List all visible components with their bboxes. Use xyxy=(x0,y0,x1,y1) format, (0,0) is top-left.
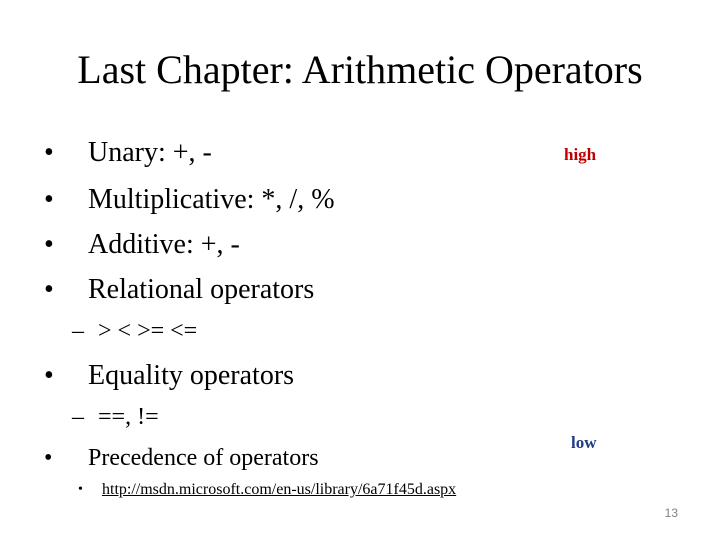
sub-text: > < >= <= xyxy=(98,318,198,344)
bullet-text: Multiplicative: *, /, % xyxy=(88,184,335,215)
bullet-text: Additive: +, - xyxy=(88,229,240,260)
bullet-text: Equality operators xyxy=(88,360,295,391)
bullet-text: Relational operators xyxy=(88,274,315,305)
bullet-dot: • xyxy=(44,360,54,391)
precedence-high-label: high xyxy=(564,145,597,164)
page-number: 13 xyxy=(664,506,678,520)
bullet-text: Precedence of operators xyxy=(88,445,319,471)
bullet-dot: • xyxy=(78,482,83,497)
msdn-link[interactable]: http://msdn.microsoft.com/en-us/library/6a71f45d.aspx xyxy=(102,481,457,498)
bullet-dot: • xyxy=(44,274,54,305)
sub-text: ==, != xyxy=(98,404,159,430)
bullet-dot: • xyxy=(44,137,54,168)
sub-dash: – xyxy=(72,404,84,430)
slide-title: Last Chapter: Arithmetic Operators xyxy=(77,47,643,92)
bullet-text: Unary: +, - xyxy=(88,137,212,168)
bullet-dot: • xyxy=(44,184,54,215)
bullet-dot: • xyxy=(44,229,54,260)
sub-dash: – xyxy=(72,318,84,344)
bullet-dot: • xyxy=(44,445,53,471)
precedence-low-label: low xyxy=(571,433,597,452)
